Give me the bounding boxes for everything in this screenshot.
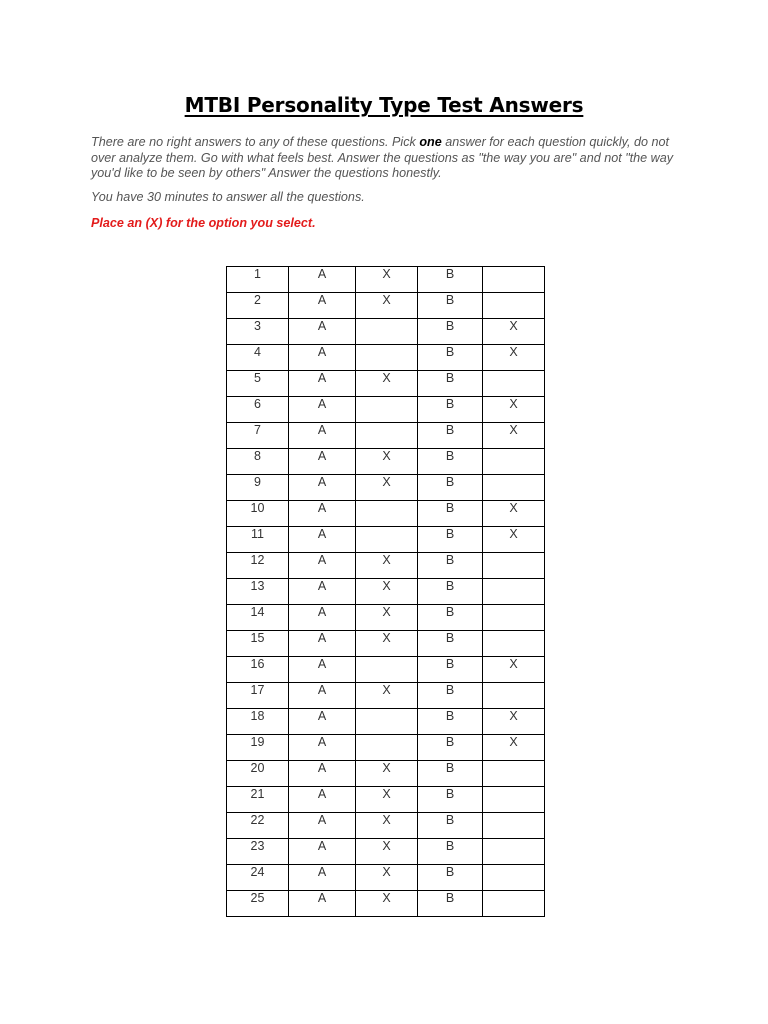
option-b-label: B <box>418 319 483 345</box>
option-a-label: A <box>289 891 356 917</box>
question-number: 5 <box>227 371 289 397</box>
option-b-label: B <box>418 345 483 371</box>
intro-paragraph <box>91 135 691 182</box>
question-number: 9 <box>227 475 289 501</box>
table-row <box>227 475 545 501</box>
question-number: 23 <box>227 839 289 865</box>
table-row <box>227 787 545 813</box>
option-b-mark: X <box>483 657 545 683</box>
table-row <box>227 267 545 293</box>
question-number: 15 <box>227 631 289 657</box>
option-a-mark <box>356 735 418 761</box>
option-a-mark: X <box>356 839 418 865</box>
option-b-label: B <box>418 527 483 553</box>
option-a-label: A <box>289 683 356 709</box>
question-number: 4 <box>227 345 289 371</box>
table-row <box>227 345 545 371</box>
table-row <box>227 683 545 709</box>
option-b-label: B <box>418 735 483 761</box>
question-number: 16 <box>227 657 289 683</box>
option-a-mark <box>356 319 418 345</box>
option-b-mark: X <box>483 501 545 527</box>
question-number: 2 <box>227 293 289 319</box>
option-a-mark: X <box>356 293 418 319</box>
question-number: 17 <box>227 683 289 709</box>
table-row <box>227 865 545 891</box>
option-a-label: A <box>289 267 356 293</box>
option-b-label: B <box>418 761 483 787</box>
option-b-label: B <box>418 657 483 683</box>
option-a-mark: X <box>356 631 418 657</box>
option-a-label: A <box>289 631 356 657</box>
option-b-label: B <box>418 553 483 579</box>
option-b-mark <box>483 865 545 891</box>
option-a-mark <box>356 423 418 449</box>
option-a-label: A <box>289 735 356 761</box>
question-number: 24 <box>227 865 289 891</box>
option-a-label: A <box>289 397 356 423</box>
option-b-mark <box>483 371 545 397</box>
question-number: 20 <box>227 761 289 787</box>
option-b-mark: X <box>483 709 545 735</box>
option-b-mark <box>483 891 545 917</box>
table-row <box>227 423 545 449</box>
option-b-mark <box>483 761 545 787</box>
option-b-mark <box>483 631 545 657</box>
option-a-mark: X <box>356 813 418 839</box>
table-row <box>227 397 545 423</box>
question-number: 14 <box>227 605 289 631</box>
option-a-label: A <box>289 345 356 371</box>
table-row <box>227 761 545 787</box>
table-row <box>227 813 545 839</box>
table-row <box>227 631 545 657</box>
question-number: 19 <box>227 735 289 761</box>
question-number: 22 <box>227 813 289 839</box>
intro-text-start: There are no right answers to any of these questions. Pick <box>91 135 420 149</box>
option-b-label: B <box>418 475 483 501</box>
option-a-mark: X <box>356 267 418 293</box>
question-number: 3 <box>227 319 289 345</box>
option-b-label: B <box>418 501 483 527</box>
option-b-label: B <box>418 683 483 709</box>
table-row <box>227 605 545 631</box>
table-row <box>227 371 545 397</box>
question-number: 6 <box>227 397 289 423</box>
option-b-label: B <box>418 813 483 839</box>
option-a-mark: X <box>356 865 418 891</box>
option-b-label: B <box>418 839 483 865</box>
question-number: 25 <box>227 891 289 917</box>
answer-table-body <box>227 267 545 917</box>
table-row <box>227 449 545 475</box>
option-a-label: A <box>289 501 356 527</box>
option-b-mark <box>483 449 545 475</box>
option-a-label: A <box>289 761 356 787</box>
option-b-mark: X <box>483 319 545 345</box>
option-b-mark: X <box>483 345 545 371</box>
option-b-label: B <box>418 423 483 449</box>
page-title: MTBI Personality Type Test Answers <box>184 93 584 117</box>
question-number: 13 <box>227 579 289 605</box>
option-a-mark: X <box>356 371 418 397</box>
option-a-label: A <box>289 787 356 813</box>
option-a-label: A <box>289 579 356 605</box>
option-a-mark: X <box>356 475 418 501</box>
option-a-label: A <box>289 293 356 319</box>
option-a-label: A <box>289 319 356 345</box>
table-row <box>227 501 545 527</box>
option-a-mark: X <box>356 449 418 475</box>
option-a-mark: X <box>356 579 418 605</box>
option-a-mark: X <box>356 553 418 579</box>
option-a-label: A <box>289 449 356 475</box>
option-a-label: A <box>289 371 356 397</box>
option-a-mark: X <box>356 683 418 709</box>
option-b-mark <box>483 475 545 501</box>
question-number: 1 <box>227 267 289 293</box>
option-a-mark <box>356 709 418 735</box>
option-a-label: A <box>289 605 356 631</box>
selection-instruction: Place an (X) for the option you select. <box>91 216 316 230</box>
question-number: 21 <box>227 787 289 813</box>
option-a-mark: X <box>356 761 418 787</box>
option-b-label: B <box>418 605 483 631</box>
option-b-mark <box>483 605 545 631</box>
table-row <box>227 709 545 735</box>
option-a-mark <box>356 527 418 553</box>
question-number: 12 <box>227 553 289 579</box>
question-number: 18 <box>227 709 289 735</box>
option-b-mark <box>483 267 545 293</box>
table-row <box>227 839 545 865</box>
option-a-mark: X <box>356 605 418 631</box>
option-b-label: B <box>418 293 483 319</box>
table-row <box>227 527 545 553</box>
table-row <box>227 657 545 683</box>
option-a-mark <box>356 345 418 371</box>
option-a-label: A <box>289 527 356 553</box>
option-b-label: B <box>418 787 483 813</box>
question-number: 8 <box>227 449 289 475</box>
table-row <box>227 293 545 319</box>
table-row <box>227 319 545 345</box>
option-a-label: A <box>289 865 356 891</box>
option-a-mark: X <box>356 787 418 813</box>
table-row <box>227 579 545 605</box>
option-b-mark <box>483 813 545 839</box>
option-a-label: A <box>289 839 356 865</box>
option-b-mark <box>483 579 545 605</box>
option-a-label: A <box>289 553 356 579</box>
option-b-label: B <box>418 267 483 293</box>
answer-table <box>226 266 545 917</box>
option-b-mark <box>483 293 545 319</box>
option-a-mark <box>356 657 418 683</box>
table-row <box>227 553 545 579</box>
option-b-mark <box>483 553 545 579</box>
question-number: 10 <box>227 501 289 527</box>
option-a-label: A <box>289 657 356 683</box>
option-b-mark: X <box>483 397 545 423</box>
option-b-label: B <box>418 449 483 475</box>
option-b-mark: X <box>483 423 545 449</box>
option-b-label: B <box>418 397 483 423</box>
option-b-label: B <box>418 631 483 657</box>
option-b-label: B <box>418 709 483 735</box>
option-a-mark <box>356 397 418 423</box>
option-a-label: A <box>289 475 356 501</box>
table-row <box>227 735 545 761</box>
option-b-mark <box>483 839 545 865</box>
option-a-mark <box>356 501 418 527</box>
option-a-label: A <box>289 813 356 839</box>
question-number: 11 <box>227 527 289 553</box>
option-b-label: B <box>418 891 483 917</box>
option-b-mark <box>483 787 545 813</box>
option-b-label: B <box>418 865 483 891</box>
option-a-label: A <box>289 423 356 449</box>
time-limit-note: You have 30 minutes to answer all the questions. <box>91 190 365 204</box>
intro-emphasis: one <box>419 135 442 149</box>
table-row <box>227 891 545 917</box>
question-number: 7 <box>227 423 289 449</box>
option-b-mark <box>483 683 545 709</box>
option-b-label: B <box>418 371 483 397</box>
option-b-label: B <box>418 579 483 605</box>
option-b-mark: X <box>483 527 545 553</box>
option-b-mark: X <box>483 735 545 761</box>
option-a-label: A <box>289 709 356 735</box>
intro-text-end: answer for each question quickly, do not over analyze them. Go with what feels best. Answer the questions as "the way you are" and not "the way you'd like to be seen by others" Answer the questions honestly. <box>91 135 674 180</box>
option-a-mark: X <box>356 891 418 917</box>
